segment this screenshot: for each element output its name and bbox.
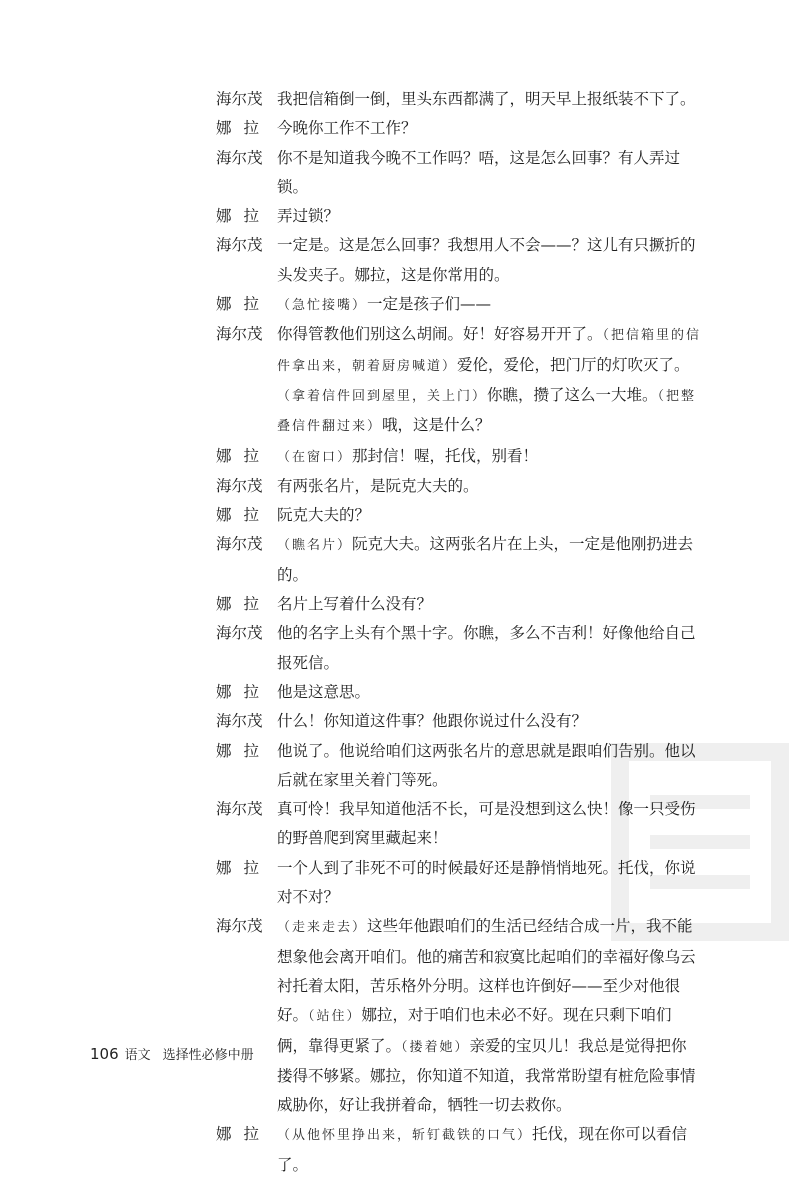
speaker-name: 娜拉 <box>216 858 272 877</box>
speech-text <box>277 707 702 736</box>
speech-segment: 我把信箱倒一倒，里头东西都满了，明天早上报纸装不下了。 <box>277 90 696 108</box>
stage-direction: （瞧名片） <box>277 538 353 554</box>
speech-segment: 弄过锁？ <box>277 207 340 226</box>
dialogue-line <box>216 114 716 143</box>
speech-segment: 阮克大夫。这两张名片在上头，一定是他刚扔进去的。 <box>277 535 694 584</box>
speech-segment: 娜拉，对于咱们也未必不好。现在只剩下咱们俩，靠得更紧了。 <box>277 1006 672 1055</box>
dialogue-line <box>216 530 716 590</box>
stage-direction: （在窗口） <box>277 449 353 465</box>
speech-segment: 那封信！喔，托伐，别看！ <box>352 446 539 465</box>
speech-segment: 名片上写着什么没有？ <box>277 595 433 614</box>
speaker-name: 娜拉 <box>216 295 272 314</box>
speaker-name: 海尔茂 <box>216 325 263 344</box>
stage-direction: （走来走去） <box>277 920 368 936</box>
dialogue-line <box>216 619 716 678</box>
dialogue-line <box>216 501 716 530</box>
page-footer <box>90 1044 254 1063</box>
speech-segment: 真可怜！我早知道他活不长，可是没想到这么快！像一只受伤的野兽爬到窝里藏起来！ <box>277 800 696 848</box>
speaker-name: 娜拉 <box>216 506 272 525</box>
stage-direction: （从他怀里挣出来，斩钉截铁的口气） <box>277 1128 533 1144</box>
speaker-name: 娜拉 <box>216 119 272 138</box>
dialogue-line <box>216 202 716 231</box>
dialogue-line <box>216 912 716 1120</box>
dialogue-block <box>216 85 716 1180</box>
speech-segment: 托伐，现在你可以看信了。 <box>277 1125 688 1174</box>
speech-text <box>277 85 702 114</box>
speech-segment: 今晚你工作不工作？ <box>277 119 417 138</box>
speaker-name: 海尔茂 <box>216 236 263 255</box>
dialogue-line <box>216 737 716 796</box>
speaker-name: 海尔茂 <box>216 624 263 643</box>
stage-direction: （把信箱里的信件拿出来，朝着厨房喊道） <box>277 328 702 374</box>
speech-text <box>277 144 702 203</box>
speech-text <box>277 320 702 441</box>
speaker-name: 海尔茂 <box>216 800 263 819</box>
speaker-name: 海尔茂 <box>216 712 263 731</box>
dialogue-line <box>216 1120 716 1180</box>
dialogue-line <box>216 442 716 472</box>
dialogue-line <box>216 707 716 736</box>
dialogue-line <box>216 472 716 501</box>
speaker-name: 娜拉 <box>216 1125 272 1144</box>
speech-segment: 一个人到了非死不可的时候最好还是静悄悄地死。托伐，你说对不对？ <box>277 858 696 907</box>
speech-text <box>277 619 702 678</box>
stage-direction: （拿着信件回到屋里，关上门） <box>277 388 488 404</box>
speaker-name: 娜拉 <box>216 595 272 614</box>
speech-segment: 爱伦，爱伦，把门厅的灯吹灭了。 <box>457 355 690 374</box>
speaker-name: 娜拉 <box>216 207 272 226</box>
speech-segment: 有两张名片，是阮克大夫的。 <box>277 476 479 495</box>
stage-direction: （站住） <box>308 1009 362 1025</box>
dialogue-line <box>216 678 716 707</box>
speech-text <box>277 678 702 707</box>
dialogue-line <box>216 85 716 114</box>
speaker-name: 海尔茂 <box>216 90 263 108</box>
speech-segment: 你瞧，攒了这么一大堆。 <box>487 385 658 404</box>
speaker-name: 海尔茂 <box>216 148 263 167</box>
speaker-name: 娜拉 <box>216 446 272 465</box>
stage-direction: （急忙接嘴） <box>277 298 368 314</box>
speech-segment: 他的名字上头有个黑十字。你瞧，多么不吉利！好像他给自己报死信。 <box>277 624 696 672</box>
speech-segment: 亲爱的宝贝儿！我总是觉得把你搂得不够紧。娜拉，你知道不知道，我常常盼望有桩危险事情威胁你，好让我拼着命，牺牲一切去救你。 <box>277 1036 696 1115</box>
speech-text <box>277 795 702 854</box>
dialogue-line <box>216 590 716 619</box>
stage-direction: （搂着她） <box>401 1039 470 1055</box>
dialogue-line <box>216 854 716 913</box>
speech-text <box>277 737 702 796</box>
speech-text <box>277 590 702 619</box>
speech-segment: 你得管教他们别这么胡闹。好！好容易开开了。 <box>277 325 603 344</box>
speaker-name: 娜拉 <box>216 741 272 760</box>
speech-text <box>277 231 702 290</box>
speech-segment: 一定是。这是怎么回事？我想用人不会——？这儿有只撅折的头发夹子。娜拉，这是你常用的。 <box>277 236 696 284</box>
dialogue-line <box>216 795 716 854</box>
subject-label: 语文 <box>124 1048 151 1063</box>
speech-segment: 一定是孩子们—— <box>367 295 492 314</box>
speech-segment: 他是这意思。 <box>277 682 371 701</box>
page-number: 106 <box>90 1045 119 1063</box>
speech-text <box>277 290 702 320</box>
speech-text <box>277 530 702 590</box>
stage-direction: （把整叠信件翻过来） <box>277 388 697 435</box>
dialogue-line <box>216 231 716 290</box>
dialogue-line <box>216 320 716 441</box>
speech-text <box>277 472 702 501</box>
book-title: 选择性必修中册 <box>162 1048 254 1063</box>
speech-text <box>277 501 702 530</box>
dialogue-line <box>216 290 716 320</box>
speech-segment: 哦，这是什么？ <box>382 416 491 435</box>
speech-segment: 什么！你知道这件事？他跟你说过什么没有？ <box>277 712 588 731</box>
speech-segment: 这些年他跟咱们的生活已经结合成一片，我不能想象他会离开咱们。他的痛苦和寂寞比起咱们的幸福好像乌云衬托着太阳，苦乐格外分明。这样也许倒好——至少对他很好。 <box>277 917 696 1025</box>
speech-segment: 你不是知道我今晚不工作吗？唔，这是怎么回事？有人弄过锁。 <box>277 148 681 196</box>
speech-segment: 阮克大夫的？ <box>277 506 371 525</box>
speech-segment: 他说了。他说给咱们这两张名片的意思就是跟咱们告别。他以后就在家里关着门等死。 <box>277 741 696 789</box>
speech-text <box>277 854 702 913</box>
speech-text <box>277 912 702 1120</box>
speaker-name: 海尔茂 <box>216 917 263 936</box>
speaker-name: 娜拉 <box>216 682 272 701</box>
speech-text <box>277 442 702 472</box>
speech-text <box>277 1120 702 1180</box>
speech-text <box>277 114 702 143</box>
dialogue-line <box>216 144 716 203</box>
speech-text <box>277 202 702 231</box>
speaker-name: 海尔茂 <box>216 476 263 495</box>
speaker-name: 海尔茂 <box>216 535 263 554</box>
